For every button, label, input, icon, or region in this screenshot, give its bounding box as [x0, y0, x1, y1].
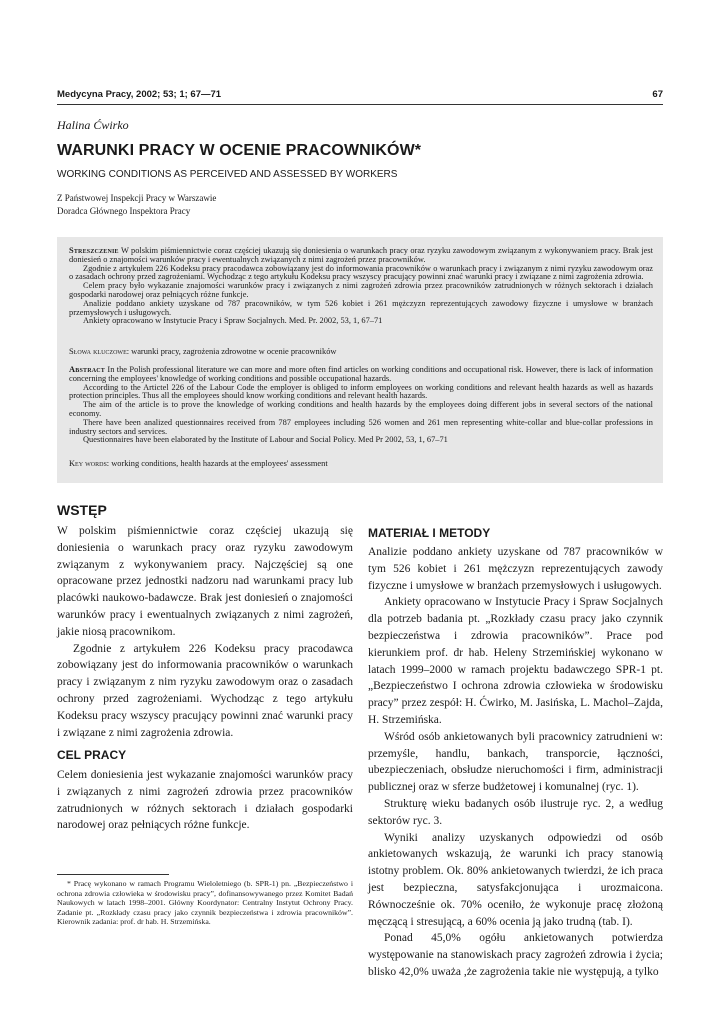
- material-paragraph-4: Strukturę wieku badanych osób ilustruje ryc. 2, a według sektorów ryc. 3.: [368, 797, 663, 827]
- section-material-body: [368, 544, 663, 981]
- section-cel-body: [57, 767, 353, 834]
- abstract-pl-label: Streszczenie: [69, 246, 119, 255]
- abstract-pl-p1: W polskim piśmiennictwie coraz częściej ukazują się doniesienia o warunkach pracy oraz ryzyku zawodowym związanym z wykonywaniem pracy. Brak jest doniesień o znajomości warunków pracy i ewentualnych związanych z nimi zagrożeń przez pracowników.: [69, 246, 653, 264]
- affiliation-1: Z Państwowej Inspekcji Pracy w Warszawie: [57, 193, 217, 203]
- abstract-pl-p5: Ankiety opracowano w Instytucie Pracy i Spraw Socjalnych. Med. Pr. 2002, 53, 1, 67–71: [83, 316, 383, 326]
- footnote: * Pracę wykonano w ramach Programu Wieloletniego (b. SPR-1) pn. „Bezpieczeństwo i ochrona zdrowia człowieka w środowisku pracy”, dofinansowywanego przez Komitet Badań Naukowych w latach 1998–2001. Główny Koordynator: Centralny Instytut Ochrony Pracy. Zadanie pt. „Rozkłady czasu pracy jako czynnik bezpieczeństwa i zdrowia pracowników”. Kierownik zadania: prof. dr hab. H. Strzemińska.: [57, 879, 353, 927]
- keywords-pl-text: warunki pracy, zagrożenia zdrowotne w ocenie pracowników: [131, 347, 337, 356]
- section-wstep-body: [57, 523, 353, 741]
- material-paragraph-2: Ankiety opracowano w Instytucie Pracy i Spraw Socjalnych dla potrzeb badania pt. „Rozkłady czasu pracy jako czynnik bezpieczeństwa i zdrowia pracowników”. Prace pod kierunkiem prof. dr hab. Heleny Strzemińskiej wykonano w latach 1999–2000 w ramach projektu badawczego SPR-1 pt. „Bezpieczeństwo I ochrona zdrowia człowieka w środowisku pracy” przez zespół: H. Ćwirko, M. Jasińska, L. Machol–Zajda, H. Strzemińska.: [368, 596, 663, 726]
- keywords-en-text: working conditions, health hazards at the employees' assessment: [111, 459, 328, 468]
- material-paragraph-1: Analizie poddano ankiety uzyskane od 787 pracowników w tym 526 kobiet i 261 mężczyzn reprezentujących zawody fizyczne i umysłowe w branżach przemysłowych i usługowych.: [368, 546, 663, 592]
- abstract-en-p1: In the Polish professional literature we can more and more often find articles on working conditions and occupational risk. However, there is lack of information concerning the employees' knowledge of working conditions and possible occupational hazards.: [69, 365, 653, 383]
- abstract-en-p4: There have been analized questionnaires received from 787 employees including 526 women and 261 men representing white-collar and blue-collar professions in industry sectors and services.: [69, 417, 653, 436]
- material-paragraph-6: Ponad 45,0% ogółu ankietowanych potwierdza występowanie na stanowiskach pracy zagrożeń zdrowia i życia; blisko 42,0% uważa ,że zagrożenia takie nie występują, a tylko: [368, 932, 663, 978]
- footnote-rule: [57, 874, 169, 875]
- abstract-en-p3: The aim of the article is to prove the knowledge of working conditions and health hazards by the employees doing different jobs in several sectors of the national economy.: [69, 400, 653, 418]
- affiliation-2: Doradca Głównego Inspektora Pracy: [57, 206, 191, 216]
- keywords-en-label: Key words:: [69, 459, 110, 468]
- article-subtitle: WORKING CONDITIONS AS PERCEIVED AND ASSESSED BY WORKERS: [57, 169, 398, 180]
- wstep-paragraph-2: Zgodnie z artykułem 226 Kodeksu pracy pracodawca zobowiązany jest do informowania pracowników o warunkach pracy i związanym z nim ryzyku zawodowym oraz o zasadach ochrony przed zagrożeniami. Wychodząc z tego artykułu Kodeksu pracy wszyscy pracujący powinni znać warunki pracy i związane z nimi zagrożenia zdrowia.: [57, 642, 353, 739]
- wstep-paragraph-1: W polskim piśmiennictwie coraz częściej ukazują się doniesienia o warunkach pracy oraz ryzyku zawodowym związanym z wykonywaniem pracy. Najczęściej są one opracowane przez jednostki nadzoru nad warunkami pracy lub placówki naukowo-badawcze. Brak jest doniesień o znajomości warunków pracy i ewentualnych związanych z nimi zagrożeń, jakie niosą pracownikom.: [57, 525, 353, 638]
- material-paragraph-5: Wyniki analizy uzyskanych odpowiedzi od osób ankietowanych wskazują, że warunki ich pracy stanowią istotny problem. Ok. 80% ankietowanych twierdzi, że ich praca jest bezpieczna, satysfakcjonująca i urozmaicona. Równocześnie ok. 70% oceniło, że wykonuje pracę złożoną męczącą i stresującą, a 60% ocenia ją jako trudną (tab. I).: [368, 831, 663, 928]
- keywords-english: [69, 459, 653, 468]
- keywords-pl-label: Słowa kluczowe:: [69, 347, 130, 356]
- keywords-polish: [69, 347, 653, 356]
- abstract-pl-p4: Analizie poddano ankiety uzyskane od 787 pracowników, w tym 526 kobiet i 261 mężczyzn reprezentujących zawodowy fizyczne i umysłowe w branżach przemysłowych i usługowych.: [69, 298, 653, 317]
- section-heading-cel: CEL PRACY: [57, 748, 127, 762]
- author-name: Halina Ćwirko: [57, 118, 129, 132]
- journal-citation: Medycyna Pracy, 2002; 53; 1; 67—71: [57, 89, 222, 100]
- abstract-english: [69, 366, 653, 445]
- abstract-en-p2: According to the Artictel 226 of the Labour Code the employer is obliged to inform employees on working conditions and relevant health hazards as well as hazards protection principles. Thus all the employees should know working conditions and relevant health hazards.: [69, 382, 653, 401]
- abstract-box: [57, 237, 663, 483]
- section-heading-wstep: WSTĘP: [57, 502, 107, 518]
- abstract-pl-p2: Zgodnie z artykułem 226 Kodeksu pracy pracodawca zobowiązany jest do informowania pracowników o warunkach pracy i związanym z nimi ryzyku zawodowym oraz o zasadach ochrony przed zagrożeniami. Wychodząc z tego artykułu Kodeksu pracy wszyscy pracujący powinni znać warunki pracy i związane z nimi zagrożenia zdrowia.: [69, 263, 653, 282]
- page-number: 67: [652, 89, 663, 100]
- running-header: [57, 89, 663, 103]
- section-heading-material: MATERIAŁ I METODY: [368, 526, 491, 540]
- abstract-polish: [69, 247, 653, 326]
- cel-paragraph-1: Celem doniesienia jest wykazanie znajomości warunków pracy i związanych z nimi zagrożeń zdrowia przez pracowników zatrudnionych w różnych sektorach i działach gospodarki narodowej oraz pełniących różne funkcje.: [57, 769, 353, 832]
- material-paragraph-3: Wśród osób ankietowanych byli pracownicy zatrudnieni w: przemyśle, handlu, bankach, transporcie, łączności, ubezpieczeniach, obsłudze nieruchomości i firm, administracji publicznej oraz w sferze budżetowej i komunalnej (ryc. 1).: [368, 730, 663, 794]
- abstract-en-p5: Questionnaires have been elaborated by the Institute of Labour and Social Policy. Med Pr 2002, 53, 1, 67–71: [83, 435, 448, 445]
- header-rule: [57, 104, 663, 105]
- abstract-pl-p3: Celem pracy było wykazanie znajomości warunków pracy i związanych z nimi zagrożeń zdrowia przez pracowników zatrudnionych w różnych sektorach i działach gospodarki narodowej oraz pełniących różne funkcje.: [69, 281, 653, 299]
- article-title: WARUNKI PRACY W OCENIE PRACOWNIKÓW*: [57, 142, 422, 159]
- abstract-en-label: Abstract: [69, 365, 105, 374]
